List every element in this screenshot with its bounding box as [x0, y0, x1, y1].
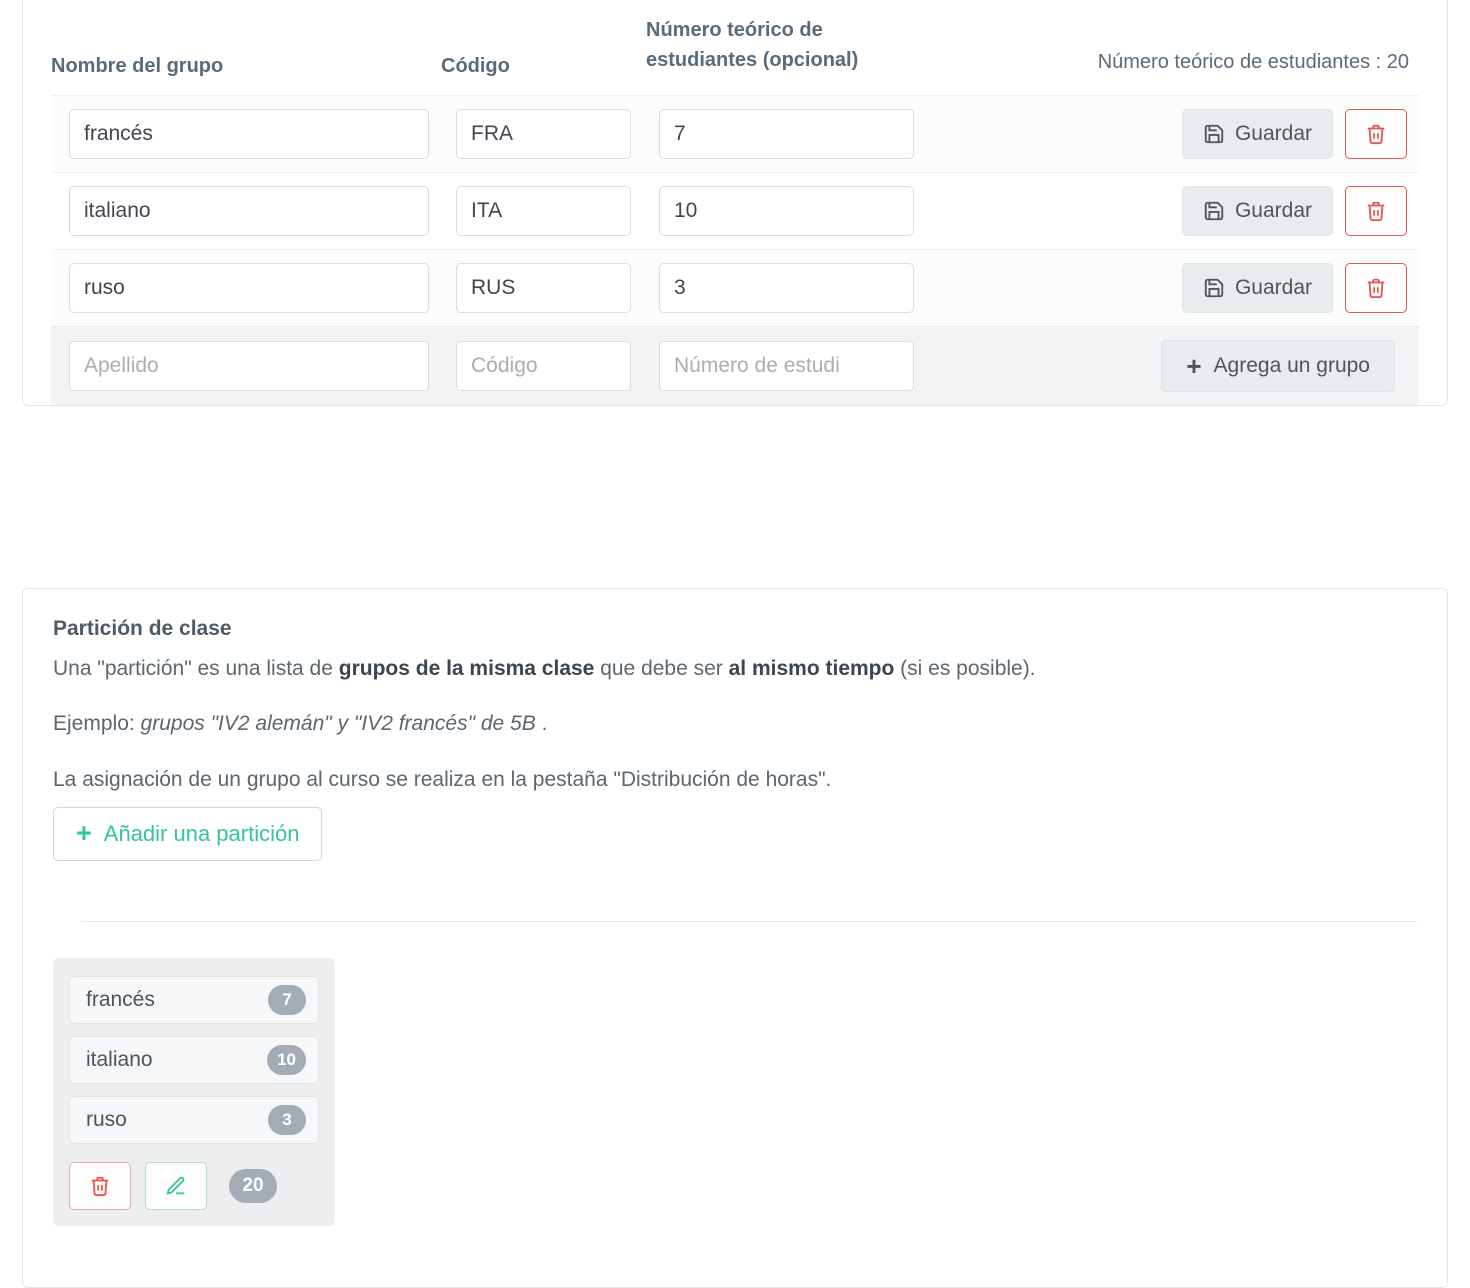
new-row-actions: [914, 340, 1419, 392]
delete-partition-button[interactable]: [69, 1162, 131, 1210]
groups-rows: [23, 95, 1447, 405]
partition-card: [22, 588, 1448, 1288]
group-number-input[interactable]: [659, 186, 914, 236]
theoretical-total-label: Número teórico de estudiantes : 20: [1097, 51, 1409, 73]
group-name-input[interactable]: [69, 263, 429, 313]
delete-button[interactable]: [1345, 263, 1407, 313]
trash-icon: [1365, 200, 1387, 222]
group-code-input[interactable]: [456, 186, 631, 236]
add-partition-button[interactable]: [53, 807, 322, 861]
partition-group-label: ruso: [86, 1107, 127, 1131]
group-name-input[interactable]: [69, 186, 429, 236]
desc1-c: que debe ser: [594, 657, 729, 680]
desc1-e: (si es posible).: [894, 657, 1036, 680]
table-row: [51, 95, 1419, 172]
new-group-row: [51, 326, 1419, 405]
row-actions: [914, 109, 1419, 159]
partition-group-row[interactable]: [69, 976, 319, 1024]
save-icon: [1203, 200, 1225, 222]
table-row: [51, 172, 1419, 249]
partition-group-row[interactable]: [69, 1096, 319, 1144]
new-group-number-input[interactable]: [659, 341, 914, 391]
new-group-name-input[interactable]: [69, 341, 429, 391]
column-header-name-wrap: [51, 15, 441, 81]
save-button[interactable]: [1182, 186, 1333, 236]
row-actions: [914, 186, 1419, 236]
add-group-button[interactable]: [1161, 340, 1395, 392]
save-button[interactable]: [1182, 109, 1333, 159]
partition-group-label: italiano: [86, 1047, 153, 1071]
desc1-a: Una "partición" es una lista de: [53, 657, 339, 680]
partition-title: Partición de clase: [53, 617, 232, 640]
trash-icon: [89, 1175, 111, 1197]
group-code-input[interactable]: [456, 109, 631, 159]
partition-group-label: francés: [86, 987, 155, 1011]
group-number-input[interactable]: [659, 109, 914, 159]
partition-group-count: 3: [268, 1105, 306, 1135]
save-button[interactable]: [1182, 263, 1333, 313]
column-header-code: Código: [441, 55, 510, 77]
groups-card: [22, 0, 1448, 406]
partition-description-1: [53, 655, 1417, 682]
save-icon: [1203, 277, 1225, 299]
desc2-b: grupos "IV2 alemán" y "IV2 francés" de 5B: [140, 712, 536, 736]
partition-total-badge: 20: [229, 1169, 277, 1203]
add-partition-button-label: Añadir una partición: [103, 820, 300, 846]
partition-description-2: [53, 710, 1417, 737]
group-number-input[interactable]: [659, 263, 914, 313]
partition-group-count: 7: [268, 985, 306, 1015]
save-button-label: Guardar: [1234, 122, 1312, 145]
partition-group-row[interactable]: [69, 1036, 319, 1084]
save-icon: [1203, 123, 1225, 145]
trash-icon: [1365, 123, 1387, 145]
trash-icon: [1365, 277, 1387, 299]
column-header-name: Nombre del grupo: [51, 55, 224, 77]
groups-header-row: [23, 0, 1447, 95]
new-group-code-input[interactable]: [456, 341, 631, 391]
desc1-d: al mismo tiempo: [728, 657, 895, 680]
desc2-a: Ejemplo:: [53, 712, 141, 736]
partition-item: [53, 958, 335, 1226]
partition-footer: [69, 1162, 319, 1210]
edit-partition-button[interactable]: [145, 1162, 207, 1210]
pencil-icon: [165, 1175, 187, 1197]
save-button-label: Guardar: [1234, 276, 1312, 299]
column-header-number-wrap: [646, 15, 996, 75]
section-divider: [81, 921, 1417, 922]
save-button-label: Guardar: [1234, 199, 1312, 222]
group-code-input[interactable]: [456, 263, 631, 313]
partition-description-3: La asignación de un grupo al curso se realiza en la pestaña "Distribución de horas".: [53, 767, 832, 791]
plus-icon: +: [76, 818, 92, 849]
column-header-number: Número teórico de estudiantes (opcional): [646, 19, 859, 71]
table-row: [51, 249, 1419, 326]
column-header-code-wrap: [441, 15, 646, 81]
theoretical-total-wrap: [996, 15, 1419, 74]
delete-button[interactable]: [1345, 186, 1407, 236]
desc1-b: grupos de la misma clase: [338, 657, 595, 680]
add-group-button-label: Agrega un grupo: [1213, 354, 1370, 377]
desc2-c: .: [535, 712, 548, 736]
group-name-input[interactable]: [69, 109, 429, 159]
row-actions: [914, 263, 1419, 313]
partition-group-count: 10: [267, 1045, 306, 1075]
delete-button[interactable]: [1345, 109, 1407, 159]
plus-icon: +: [1186, 351, 1202, 381]
